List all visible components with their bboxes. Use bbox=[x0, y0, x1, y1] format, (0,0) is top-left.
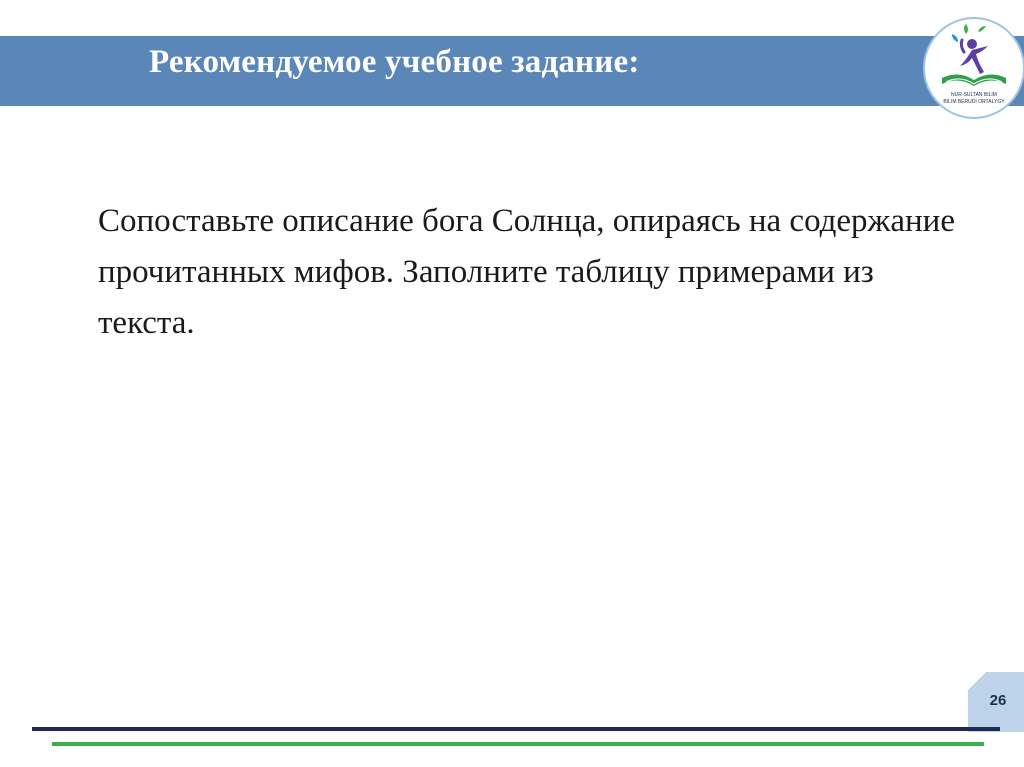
school-logo bbox=[920, 12, 1024, 124]
task-text: Сопоставьте описание бога Солнца, опираясь на содержание прочитанных мифов. Заполните таблицу примерами из текста. bbox=[98, 203, 955, 341]
footer-line-green bbox=[52, 742, 984, 746]
logo-text-line1: NUR-SULTAN BILIM bbox=[951, 92, 997, 98]
slide-title: Рекомендуемое учебное задание: bbox=[149, 44, 640, 80]
logo-text-line2: BILIM BERUDI ORTALYGY bbox=[943, 99, 1005, 105]
page-number: 26 bbox=[989, 692, 1007, 709]
logo-emblem-icon bbox=[920, 12, 1024, 124]
footer-line-navy bbox=[32, 727, 1000, 731]
